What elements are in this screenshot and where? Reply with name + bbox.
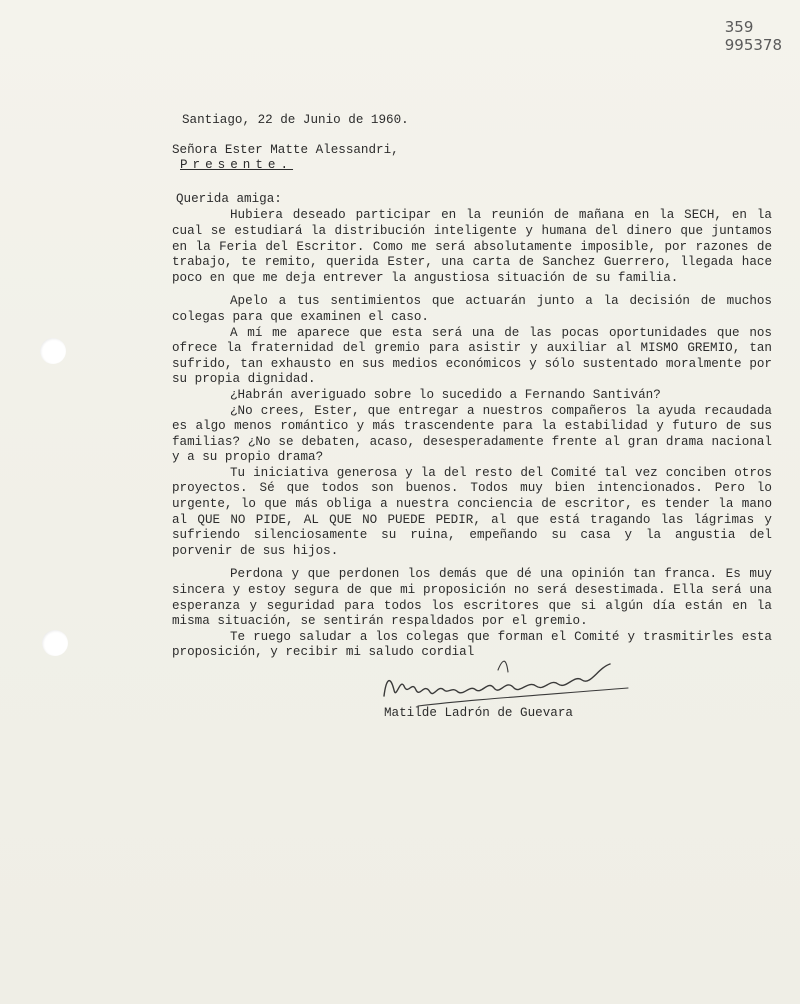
- letter-body: [172, 113, 772, 661]
- letter-addressee: Señora Ester Matte Alessandri,: [172, 142, 399, 157]
- signer-name: Matilde Ladrón de Guevara: [384, 706, 573, 720]
- paragraph-3: A mí me aparece que esta será una de las pocas oportunidades que nos ofrece la fraternidad del gremio para asistir y auxiliar al MISMO GREMIO, tan sufrido, tan exhausto en sus medios económicos y sólo sustentado moralmente por su propia dignidad.: [172, 325, 772, 387]
- punch-hole-top: [40, 338, 66, 364]
- archive-number-line1: 359: [724, 18, 754, 36]
- paragraph-4: ¿Habrán averiguado sobre lo sucedido a Fernando Santiván?: [230, 387, 661, 402]
- letter-date: Santiago, 22 de Junio de 1960.: [182, 113, 409, 127]
- paragraph-8: Te ruego saludar a los colegas que forman el Comité y trasmitirles esta proposición, y recibir mi saludo cordial: [172, 629, 772, 660]
- handwritten-signature: [378, 650, 638, 710]
- archive-number: [725, 18, 782, 54]
- paragraph-2: Apelo a tus sentimientos que actuarán junto a la decisión de muchos colegas para que examinen el caso.: [172, 294, 772, 324]
- letter-greeting: Querida amiga:: [176, 191, 282, 206]
- letter-presente: Presente.: [180, 158, 294, 173]
- paragraph-6: Tu iniciativa generosa y la del resto del Comité tal vez conciben otros proyectos. Sé que todos son buenos. Todos muy bien intencionados. Pero lo urgente, lo que más obliga a nuestra conciencia de escritor, es tender la mano al QUE NO PIDE, AL QUE NO PUEDE PEDIR, al que está tragando las lágrimas y sufriendo silenciosamente su ruina, empeñando su casa y la angustia del porvenir de sus hijos.: [172, 465, 772, 558]
- punch-hole-bottom: [42, 630, 68, 656]
- paragraph-5: ¿No crees, Ester, que entregar a nuestros compañeros la ayuda recaudada es algo menos romántico y más trascendente para la estabilidad y futuro de sus familias? ¿No se debaten, acaso, desesperadamente frente al gran drama nacional y a su propio drama?: [172, 403, 772, 465]
- paragraph-1: Hubiera deseado participar en la reunión de mañana en la SECH, en la cual se estudiará la distribución inteligente y humana del dinero que juntamos en la Feria del Escritor. Como me será absolutamente imposible, por razones de trabajo, te remito, querida Ester, una carta de Sanchez Guerrero, llegada hace poco en que me deja entrever la angustiosa situación de su familia.: [172, 208, 772, 285]
- archive-number-line2: 995378: [724, 36, 782, 54]
- paragraph-7: Perdona y que perdonen los demás que dé una opinión tan franca. Es muy sincera y estoy segura de que mi proposición no será desestimada. Ella será una esperanza y seguridad para todos los escritores que si algún día están en la misma situación, se sentirán respaldados por el gremio.: [172, 567, 772, 629]
